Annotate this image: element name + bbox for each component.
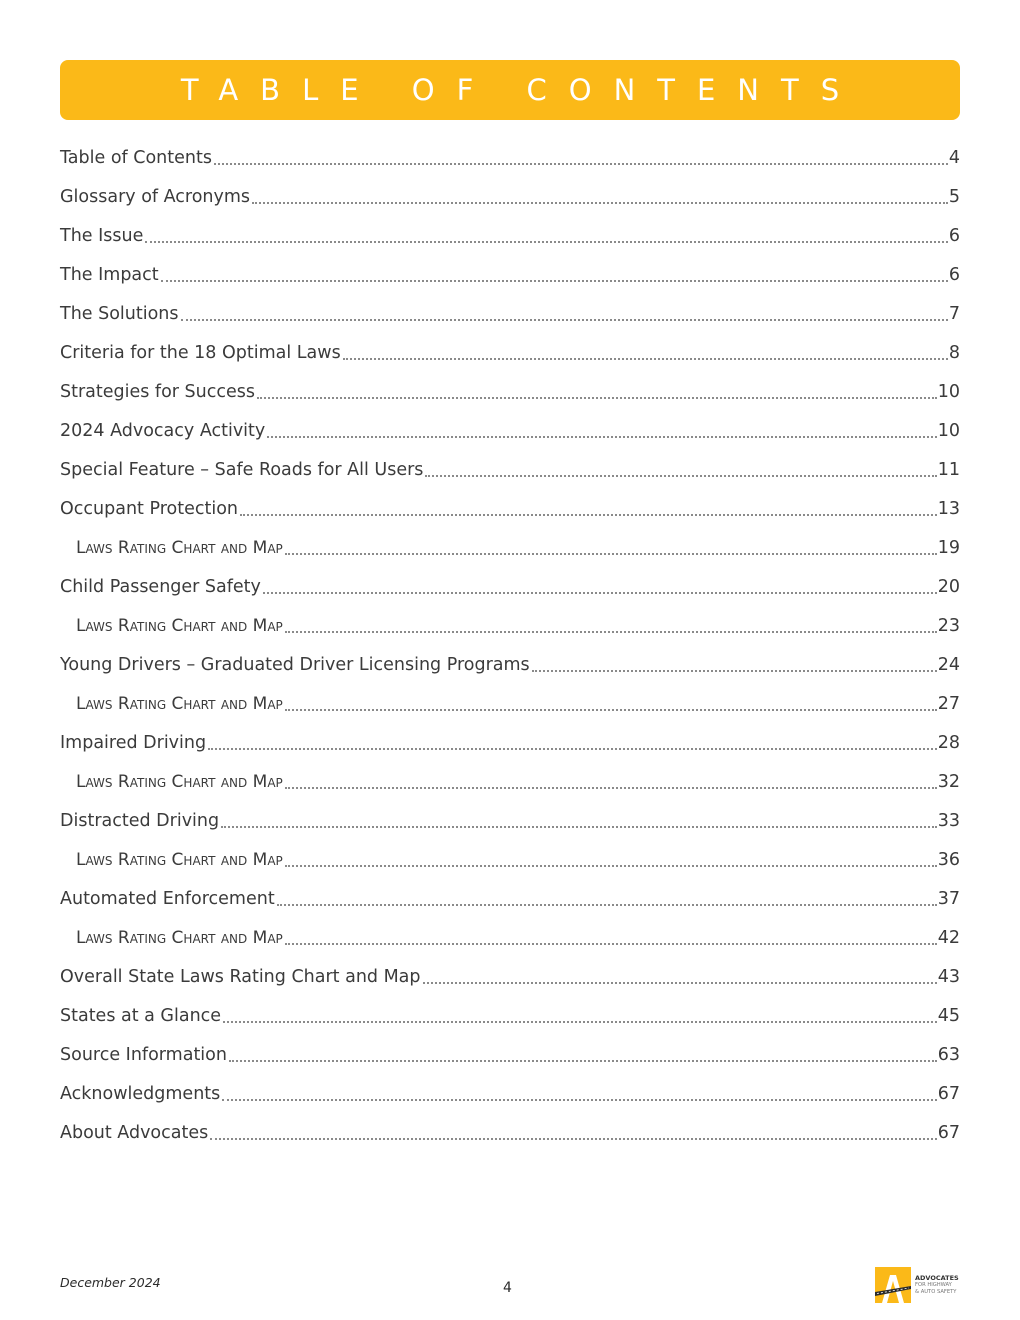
toc-entry-label: Distracted Driving bbox=[60, 811, 220, 831]
toc-subentry[interactable] bbox=[60, 607, 960, 646]
toc-entry[interactable] bbox=[60, 256, 960, 295]
toc-dot-leader bbox=[181, 318, 948, 321]
toc-entry-label: Laws Rating Chart and Map bbox=[76, 928, 283, 948]
toc-entry[interactable] bbox=[60, 958, 960, 997]
toc-dot-leader bbox=[223, 1020, 937, 1023]
toc-entry-label: Occupant Protection bbox=[60, 499, 238, 519]
toc-entry-label: Laws Rating Chart and Map bbox=[76, 616, 283, 636]
toc-entry-page: 13 bbox=[937, 499, 960, 519]
toc-entry-label: Glossary of Acronyms bbox=[60, 187, 251, 207]
toc-entry[interactable] bbox=[60, 295, 960, 334]
toc-dot-leader bbox=[532, 669, 937, 672]
toc-entry-page: 5 bbox=[948, 187, 960, 207]
toc-entry-label: The Issue bbox=[60, 226, 144, 246]
toc-entry-page: 42 bbox=[937, 928, 960, 948]
toc-subentry[interactable] bbox=[60, 763, 960, 802]
road-a-logo-icon bbox=[875, 1267, 911, 1303]
toc-subentry[interactable] bbox=[60, 685, 960, 724]
toc-entry-label: States at a Glance bbox=[60, 1006, 222, 1026]
toc-dot-leader bbox=[263, 591, 937, 594]
toc-entry-label: About Advocates bbox=[60, 1123, 209, 1143]
toc-entry-label: The Impact bbox=[60, 265, 159, 285]
toc-entry[interactable] bbox=[60, 139, 960, 178]
toc-entry-page: 43 bbox=[937, 967, 960, 987]
logo-line-1: ADVOCATES bbox=[915, 1273, 959, 1282]
toc-entry-page: 45 bbox=[937, 1006, 960, 1026]
toc-entry[interactable] bbox=[60, 490, 960, 529]
toc-dot-leader bbox=[267, 435, 936, 438]
toc-dot-leader bbox=[285, 630, 937, 633]
title-banner bbox=[60, 60, 960, 120]
toc-subentry[interactable] bbox=[60, 919, 960, 958]
toc-entry[interactable] bbox=[60, 724, 960, 763]
toc-dot-leader bbox=[343, 357, 948, 360]
toc-entry-page: 63 bbox=[937, 1045, 960, 1065]
toc-entry[interactable] bbox=[60, 412, 960, 451]
toc-dot-leader bbox=[240, 513, 937, 516]
toc-entry-label: Source Information bbox=[60, 1045, 227, 1065]
toc-entry-page: 20 bbox=[937, 577, 960, 597]
toc-entry[interactable] bbox=[60, 451, 960, 490]
toc-entry-label: Laws Rating Chart and Map bbox=[76, 694, 283, 714]
toc-dot-leader bbox=[285, 864, 937, 867]
toc-entry-page: 67 bbox=[937, 1123, 960, 1143]
toc-entry-label: Laws Rating Chart and Map bbox=[76, 538, 283, 558]
toc-entry-page: 23 bbox=[937, 616, 960, 636]
toc-entry-page: 11 bbox=[937, 460, 960, 480]
toc-entry-page: 28 bbox=[937, 733, 960, 753]
toc-entry-page: 67 bbox=[937, 1084, 960, 1104]
toc-entry[interactable] bbox=[60, 373, 960, 412]
toc-entry[interactable] bbox=[60, 178, 960, 217]
toc-dot-leader bbox=[252, 201, 948, 204]
toc-entry-page: 7 bbox=[948, 304, 960, 324]
logo-wordmark bbox=[915, 1275, 959, 1296]
toc-entry-page: 36 bbox=[937, 850, 960, 870]
toc-entry-label: Automated Enforcement bbox=[60, 889, 275, 909]
toc-entry-label: Child Passenger Safety bbox=[60, 577, 261, 597]
toc-entry[interactable] bbox=[60, 568, 960, 607]
toc-dot-leader bbox=[285, 708, 937, 711]
advocates-logo bbox=[875, 1266, 965, 1304]
toc-dot-leader bbox=[285, 786, 937, 789]
toc-subentry[interactable] bbox=[60, 529, 960, 568]
toc-entry-label: Table of Contents bbox=[60, 148, 212, 168]
toc-entry-label: Overall State Laws Rating Chart and Map bbox=[60, 967, 421, 987]
toc-entry[interactable] bbox=[60, 1036, 960, 1075]
toc-entry[interactable] bbox=[60, 1075, 960, 1114]
toc-entry-page: 6 bbox=[948, 226, 960, 246]
table-of-contents bbox=[60, 139, 960, 1153]
toc-subentry[interactable] bbox=[60, 841, 960, 880]
toc-dot-leader bbox=[229, 1059, 937, 1062]
toc-entry-label: Impaired Driving bbox=[60, 733, 207, 753]
toc-dot-leader bbox=[222, 1098, 936, 1101]
toc-entry-page: 19 bbox=[937, 538, 960, 558]
footer-page-number: 4 bbox=[503, 1280, 512, 1296]
toc-entry-page: 32 bbox=[937, 772, 960, 792]
toc-dot-leader bbox=[277, 903, 937, 906]
toc-dot-leader bbox=[285, 942, 937, 945]
toc-dot-leader bbox=[210, 1137, 936, 1140]
toc-entry[interactable] bbox=[60, 646, 960, 685]
page-title: TABLE OF CONTENTS bbox=[180, 73, 862, 107]
toc-entry-label: Criteria for the 18 Optimal Laws bbox=[60, 343, 341, 363]
logo-line-2: FOR HIGHWAY bbox=[915, 1281, 952, 1288]
toc-dot-leader bbox=[145, 240, 947, 243]
toc-entry-label: Laws Rating Chart and Map bbox=[76, 772, 283, 792]
toc-entry[interactable] bbox=[60, 217, 960, 256]
toc-entry-label: Laws Rating Chart and Map bbox=[76, 850, 283, 870]
toc-entry[interactable] bbox=[60, 802, 960, 841]
toc-entry-page: 24 bbox=[937, 655, 960, 675]
toc-entry[interactable] bbox=[60, 1114, 960, 1153]
toc-entry-page: 6 bbox=[948, 265, 960, 285]
toc-dot-leader bbox=[285, 552, 937, 555]
toc-entry-label: Acknowledgments bbox=[60, 1084, 221, 1104]
logo-line-3: & AUTO SAFETY bbox=[915, 1288, 957, 1295]
toc-entry-label: Young Drivers – Graduated Driver Licensing Programs bbox=[60, 655, 530, 675]
toc-entry-label: 2024 Advocacy Activity bbox=[60, 421, 266, 441]
toc-entry-page: 4 bbox=[948, 148, 960, 168]
toc-dot-leader bbox=[214, 162, 948, 165]
toc-entry-page: 10 bbox=[937, 382, 960, 402]
toc-entry-label: The Solutions bbox=[60, 304, 179, 324]
toc-entry[interactable] bbox=[60, 997, 960, 1036]
footer-date: December 2024 bbox=[60, 1275, 161, 1290]
toc-dot-leader bbox=[257, 396, 937, 399]
toc-entry-page: 33 bbox=[937, 811, 960, 831]
toc-dot-leader bbox=[425, 474, 936, 477]
toc-entry-page: 10 bbox=[937, 421, 960, 441]
toc-entry-label: Strategies for Success bbox=[60, 382, 256, 402]
toc-entry-page: 8 bbox=[948, 343, 960, 363]
toc-dot-leader bbox=[208, 747, 937, 750]
toc-entry-page: 37 bbox=[937, 889, 960, 909]
toc-entry-page: 27 bbox=[937, 694, 960, 714]
toc-entry[interactable] bbox=[60, 334, 960, 373]
toc-dot-leader bbox=[161, 279, 948, 282]
toc-dot-leader bbox=[423, 981, 937, 984]
toc-dot-leader bbox=[221, 825, 937, 828]
toc-entry-label: Special Feature – Safe Roads for All Users bbox=[60, 460, 424, 480]
toc-entry[interactable] bbox=[60, 880, 960, 919]
